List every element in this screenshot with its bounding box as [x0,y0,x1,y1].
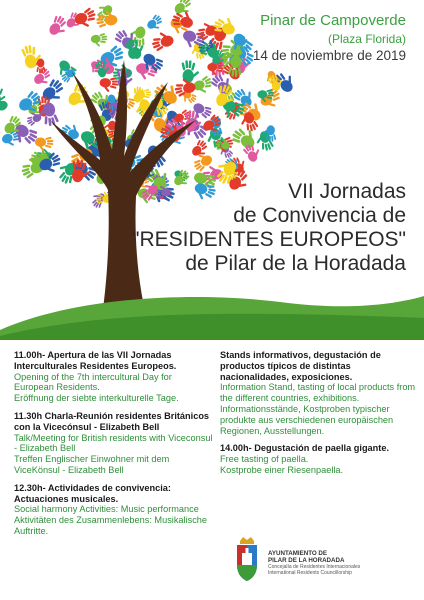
program-item-english: Information Stand, tasting of local products from the different countries, exhibitions. [220,382,416,404]
logo-line: Concejalía de Residentes Internacionales [268,564,361,570]
program-item-german: Aktivitäten des Zusammenlebens: Musikalische Auftritte. [14,515,208,536]
program-right-column [220,350,416,483]
program-item [14,483,214,537]
program-item-english: Free tasting of paella. [220,454,309,465]
venue-plaza: (Plaza Florida) [327,32,406,46]
program-item-english: Opening of the 7th intercultural Day for European Residents. [14,371,172,393]
hand-shape [46,14,71,40]
hand-shape [95,9,117,28]
program-item [14,350,214,404]
program-item [14,411,214,476]
hand-shape [145,13,166,34]
municipality-logo [232,535,422,591]
title-line: "RESIDENTES EUROPEOS" [132,228,406,251]
program-item [220,443,416,475]
event-title [132,180,406,276]
title-line: VII Jornadas [288,180,406,203]
coat-of-arms-icon [232,535,262,583]
logo-line: PILAR DE LA HORADADA [268,557,345,564]
title-line: de Convivencia de [233,204,406,227]
program-item-german: Kostprobe einer Riesenpaella. [220,464,344,475]
hand-shape [230,123,260,152]
program-item [220,350,416,436]
hand-shape [72,6,99,31]
program-item-english: Social harmony Activities: Music performance [14,504,199,515]
event-date: 14 de noviembre de 2019 [252,48,406,63]
hand-shape [90,33,108,48]
hand-shape [36,101,59,128]
hand-shape [172,0,196,19]
logo-line: International Residents Councillorship [268,570,352,576]
program-left-column [14,350,214,544]
title-line: de Pilar de la Horadada [185,252,406,275]
program-item-spanish: 11.30h Charla-Reunión residentes Británicos con la Vicecónsul - Elizabeth Bell [14,410,210,432]
program-item-spanish: 14.00h- Degustación de paella gigante. [220,443,389,454]
logo-line: AYUNTAMIENTO DE [268,550,328,557]
program-item-spanish: 12.30h- Actividades de convivencia: Actuaciones musicales. [14,482,171,504]
program-item-spanish: Stands informativos, degustación de productos típicos de distintas nacionalidades, exposiciones. [220,350,381,382]
program-item-german: Informationsstände, Kostproben typischer produkte aus verschiedenen europäischen Regionen, Ausstellungen. [220,403,394,436]
hand-shape [149,29,175,52]
program-item-english: Talk/Meeting for British residents with Viceconsul - Elizabeth Bell [14,432,213,454]
program-item-german: Eröffnung der siebte interkulturelle Tage. [14,393,179,404]
venue-name: Pinar de Campoverde [260,12,406,29]
program-item-german: Treffen Englischer Einwohner mit dem ViceKönsul - Elizabeth Bell [14,454,170,475]
program-item-spanish: 11.00h- Apertura de las VII Jornadas Interculturales Residentes Europeos. [14,350,177,371]
